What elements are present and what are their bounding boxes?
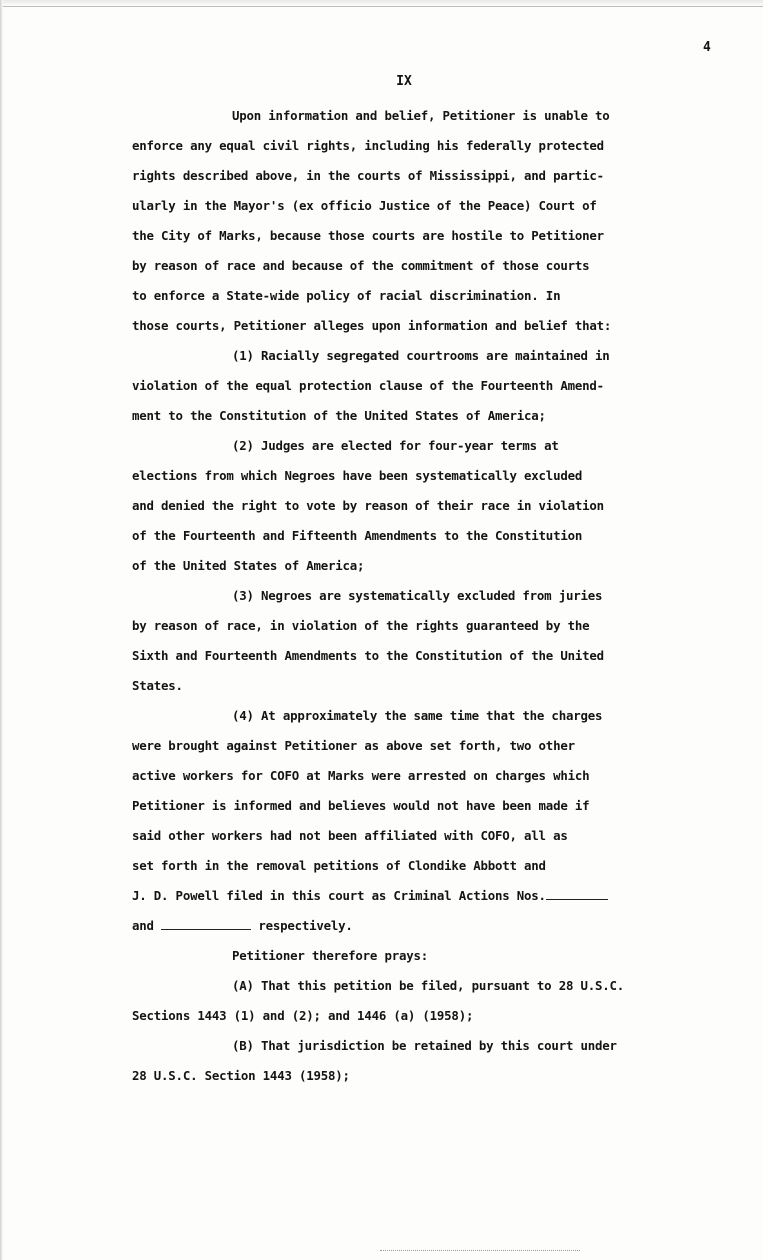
intro-line: the City of Marks, because those courts are hostile to Petitioner <box>132 228 604 243</box>
section-heading: IX <box>396 74 412 89</box>
item3-line: States. <box>132 678 183 693</box>
intro-line: those courts, Petitioner alleges upon information and belief that: <box>132 318 612 333</box>
item2-line: (2) Judges are elected for four-year terms at <box>232 438 559 453</box>
item1-line: (1) Racially segregated courtrooms are maintained in <box>232 348 610 363</box>
item2-line: of the United States of America; <box>132 558 365 573</box>
item4-line-text: J. D. Powell filed in this court as Criminal Actions Nos. <box>132 888 546 903</box>
intro-line: rights described above, in the courts of Mississippi, and partic- <box>132 168 604 183</box>
item4-line: set forth in the removal petitions of Clondike Abbott and <box>132 858 546 873</box>
page-left-edge <box>0 0 3 1260</box>
item2-line: elections from which Negroes have been systematically excluded <box>132 468 583 483</box>
prayer-b-line: (B) That jurisdiction be retained by this court under <box>232 1038 617 1053</box>
item4-line: (4) At approximately the same time that the charges <box>232 708 603 723</box>
intro-line: to enforce a State-wide policy of racial discrimination. In <box>132 288 561 303</box>
item2-line: of the Fourteenth and Fifteenth Amendments to the Constitution <box>132 528 583 543</box>
page-number: 4 <box>703 40 711 55</box>
intro-line: by reason of race and because of the commitment of those courts <box>132 258 590 273</box>
page-top-edge <box>0 0 763 7</box>
item4-line: Petitioner is informed and believes would not have been made if <box>132 798 590 813</box>
body-text <box>132 101 732 1091</box>
item4-line: active workers for COFO at Marks were arrested on charges which <box>132 768 590 783</box>
intro-line: ularly in the Mayor's (ex officio Justice of the Peace) Court of <box>132 198 597 213</box>
prayer-a-line: Sections 1443 (1) and (2); and 1446 (a) (1958); <box>132 1008 474 1023</box>
item4-line <box>132 881 732 911</box>
bottom-scan-marks <box>380 1250 580 1257</box>
blank-line-1 <box>546 887 608 900</box>
item1-line: ment to the Constitution of the United States of America; <box>132 408 546 423</box>
intro-line: Upon information and belief, Petitioner is unable to <box>232 108 610 123</box>
item4-last-suffix: respectively. <box>258 918 353 933</box>
item3-line: Sixth and Fourteenth Amendments to the Constitution of the United <box>132 648 604 663</box>
item1-line: violation of the equal protection clause of the Fourteenth Amend- <box>132 378 604 393</box>
item4-last-line <box>132 911 732 941</box>
item4-line: said other workers had not been affiliated with COFO, all as <box>132 828 568 843</box>
item4-line: were brought against Petitioner as above set forth, two other <box>132 738 575 753</box>
item4-last-prefix: and <box>132 918 154 933</box>
prayer-intro: Petitioner therefore prays: <box>232 948 429 963</box>
blank-line-2 <box>161 917 251 930</box>
prayer-a-line: (A) That this petition be filed, pursuant to 28 U.S.C. <box>232 978 625 993</box>
intro-line: enforce any equal civil rights, including his federally protected <box>132 138 604 153</box>
item3-line: (3) Negroes are systematically excluded from juries <box>232 588 603 603</box>
prayer-b-line: 28 U.S.C. Section 1443 (1958); <box>132 1068 350 1083</box>
item3-line: by reason of race, in violation of the rights guaranteed by the <box>132 618 590 633</box>
item2-line: and denied the right to vote by reason of their race in violation <box>132 498 604 513</box>
